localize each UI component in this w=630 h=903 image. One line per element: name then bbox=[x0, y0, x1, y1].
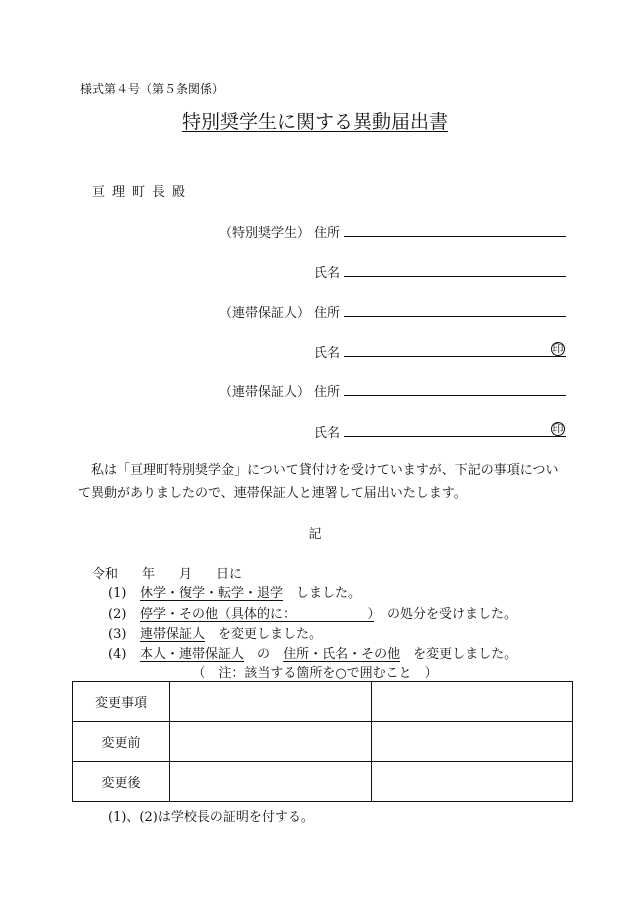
student-role-label: （特別奨学生） bbox=[218, 226, 310, 241]
after-cell-2[interactable] bbox=[371, 762, 573, 802]
student-name-label: 氏名 bbox=[314, 266, 341, 281]
item-2-suffix: の処分を受けました。 bbox=[387, 607, 518, 622]
addressee: 亘理町長殿 bbox=[92, 185, 193, 200]
date-month: 月 bbox=[179, 567, 193, 582]
date-year: 年 bbox=[142, 567, 156, 582]
before-cell-2[interactable] bbox=[371, 722, 573, 762]
change-item-cell-2[interactable] bbox=[371, 682, 573, 722]
table-row bbox=[73, 682, 573, 722]
row-label-change-item: 変更事項 bbox=[73, 682, 170, 722]
document-title bbox=[0, 107, 630, 134]
ki-heading: 記 bbox=[308, 527, 322, 542]
item-4 bbox=[108, 643, 517, 662]
body-text: 私は「亘理町特別奨学金」について貸付けを受けていますが、下記の事項について異動がありましたので、連帯保証人と連署して届出いたします。 bbox=[78, 463, 559, 501]
item-4-suffix: を変更しました。 bbox=[413, 647, 518, 662]
item-3-suffix: を変更しました。 bbox=[218, 627, 323, 642]
item-1-number: (1) bbox=[108, 586, 127, 601]
change-item-cell-1[interactable] bbox=[170, 682, 372, 722]
item-3 bbox=[108, 623, 322, 642]
date-day: 日に bbox=[216, 567, 243, 582]
guarantor2-seal: 印 bbox=[552, 422, 564, 435]
item-4-options[interactable]: 本人・連帯保証人 bbox=[140, 647, 245, 662]
student-address-label: 住所 bbox=[314, 226, 341, 241]
guarantor2-address-label: 住所 bbox=[314, 385, 341, 400]
note: （ 注：該当する箇所を○で囲むこと ） bbox=[192, 666, 438, 681]
row-label-before: 変更前 bbox=[73, 722, 170, 762]
item-4-middle: の bbox=[257, 647, 271, 662]
item-2 bbox=[108, 603, 517, 622]
guarantor1-name-field[interactable] bbox=[344, 356, 566, 357]
before-cell-1[interactable] bbox=[170, 722, 372, 762]
guarantor1-address-field[interactable] bbox=[344, 316, 566, 317]
guarantor2-role-label: （連帯保証人） bbox=[218, 385, 310, 400]
guarantor2-name-field[interactable] bbox=[344, 436, 566, 437]
date-line bbox=[92, 563, 242, 582]
guarantor1-role-label: （連帯保証人） bbox=[218, 306, 310, 321]
item-3-options[interactable]: 連帯保証人 bbox=[140, 627, 206, 642]
item-4-number: (4) bbox=[108, 647, 127, 662]
guarantor1-address-label: 住所 bbox=[314, 306, 341, 321]
after-cell-1[interactable] bbox=[170, 762, 372, 802]
table-row bbox=[73, 762, 573, 802]
document-title-text: 特別奨学生に関する異動届出書 bbox=[181, 111, 448, 133]
item-2-options[interactable]: 停学・その他（具体的に： ） bbox=[140, 607, 375, 622]
item-1-options[interactable]: 休学・復学・転学・退学 bbox=[140, 586, 284, 601]
footnote: (1)、(2)は学校長の証明を付する。 bbox=[108, 810, 314, 825]
student-name-field[interactable] bbox=[344, 276, 566, 277]
item-2-number: (2) bbox=[108, 607, 127, 622]
table-row bbox=[73, 722, 573, 762]
student-address-field[interactable] bbox=[344, 236, 566, 237]
form-number: 様式第４号（第５条関係） bbox=[80, 82, 225, 96]
date-era: 令和 bbox=[92, 567, 119, 582]
change-table bbox=[72, 681, 573, 802]
guarantor2-address-field[interactable] bbox=[344, 395, 566, 396]
row-label-after: 変更後 bbox=[73, 762, 170, 802]
item-1 bbox=[108, 582, 361, 601]
guarantor2-name-label: 氏名 bbox=[314, 426, 341, 441]
item-4-options-2[interactable]: 住所・氏名・その他 bbox=[283, 647, 401, 662]
item-1-suffix: しました。 bbox=[296, 586, 362, 601]
guarantor1-name-label: 氏名 bbox=[314, 346, 341, 361]
item-3-number: (3) bbox=[108, 627, 127, 642]
guarantor1-seal: 印 bbox=[552, 342, 564, 355]
